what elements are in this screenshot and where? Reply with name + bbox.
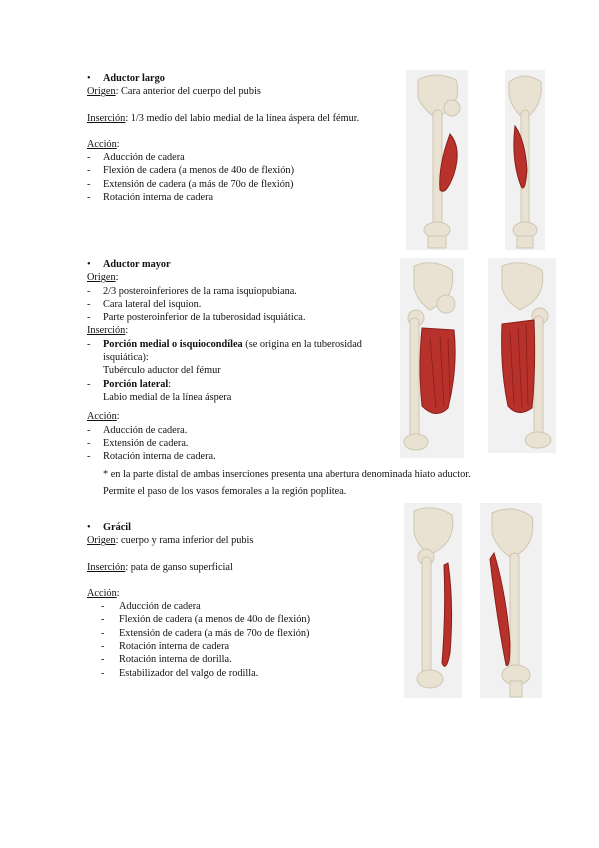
list-item: - Flexión de cadera (a menos de 40o de flexión) bbox=[87, 165, 294, 177]
heading-gracilis bbox=[87, 521, 407, 534]
origin-line bbox=[87, 534, 407, 547]
origin-label: Origen bbox=[87, 272, 116, 284]
action-line: Acción: bbox=[87, 411, 120, 423]
origin-label: Origen bbox=[87, 86, 116, 98]
insertion-line bbox=[87, 112, 407, 125]
action-list bbox=[87, 600, 407, 680]
list-item: - Parte posteroinferior de la tuberosidad isquiática. bbox=[87, 312, 306, 324]
bullet-icon: • bbox=[87, 73, 91, 84]
list-item: - Aducción de cadera bbox=[87, 152, 185, 164]
insertion-label: Inserción bbox=[87, 561, 126, 573]
bullet-icon: • bbox=[87, 522, 91, 533]
insertion-list-lateral bbox=[87, 378, 407, 391]
origin-line bbox=[87, 85, 407, 98]
section-title: Grácil bbox=[103, 522, 132, 533]
insertion-line bbox=[87, 561, 407, 574]
list-item: - Porción lateral: bbox=[87, 378, 172, 390]
list-item: - Aducción de cadera bbox=[101, 601, 201, 613]
action-line: Acción: bbox=[87, 587, 120, 599]
medial-detail: Tubérculo aductor del fémur bbox=[103, 365, 221, 377]
action-line: Acción: bbox=[87, 138, 120, 150]
list-item: - Rotación interna de cadera. bbox=[87, 451, 216, 463]
insertion-text: : 1/3 medio del labio medial de la línea áspera del fémur. bbox=[125, 112, 360, 124]
list-item: - Extensión de cadera (a más de 70o de flexión) bbox=[101, 627, 310, 639]
figure-adductor-magnus-posterior bbox=[488, 258, 556, 453]
heading-adductor-magnus bbox=[87, 258, 407, 271]
heading-adductor-longus bbox=[87, 72, 407, 85]
list-item: - Porción medial o isquiocondílea (se origina en la tuberosidad bbox=[87, 338, 362, 350]
list-item: - Estabilizador del valgo de rodilla. bbox=[101, 667, 259, 679]
figure-gracilis-medial bbox=[480, 503, 542, 698]
origin-line: Origen: bbox=[87, 272, 119, 284]
insertion-label: Inserción bbox=[87, 325, 126, 337]
section-gracilis bbox=[87, 521, 407, 680]
origin-text: : cuerpo y rama inferior del pubis bbox=[115, 535, 254, 547]
bullet-icon: • bbox=[87, 259, 91, 270]
insertion-label: Inserción bbox=[87, 112, 126, 124]
list-item: - Extensión de cadera (a más de 70o de flexión) bbox=[87, 178, 294, 190]
note-line: * en la parte distal de ambas inserciones presenta una abertura denominada hiato aductor. bbox=[103, 469, 471, 480]
insertion-text: : pata de ganso superficial bbox=[125, 561, 233, 573]
section-adductor-longus bbox=[87, 72, 407, 204]
list-item: - Extensión de cadera. bbox=[87, 437, 189, 449]
origin-list bbox=[87, 285, 407, 325]
origin-text: : Cara anterior del cuerpo del pubis bbox=[115, 86, 261, 98]
figure-adductor-magnus-anterior bbox=[400, 258, 464, 458]
origin-label: Origen bbox=[87, 535, 116, 547]
medial-portion-title: Porción medial o isquiocondílea bbox=[103, 338, 243, 350]
action-label: Acción bbox=[87, 138, 117, 150]
figure-adductor-longus-posterior bbox=[505, 70, 545, 250]
section-adductor-magnus bbox=[87, 258, 407, 463]
section-title: Aductor largo bbox=[103, 73, 165, 84]
figure-adductor-longus-anterior bbox=[406, 70, 468, 250]
action-label: Acción bbox=[87, 411, 117, 423]
lateral-detail: Labio medial de la línea áspera bbox=[103, 391, 232, 403]
list-item: - 2/3 posteroinferiores de la rama isquiopubiana. bbox=[87, 285, 297, 297]
list-item: - Rotación interna de cadera bbox=[101, 641, 230, 653]
action-list bbox=[87, 151, 407, 204]
note-line: Permite el paso de los vasos femorales a la región poplítea. bbox=[103, 486, 347, 498]
list-item: - Aducción de cadera. bbox=[87, 424, 188, 436]
insertion-list bbox=[87, 338, 407, 351]
list-item: - Rotación interna de cadera bbox=[87, 192, 214, 204]
action-label: Acción bbox=[87, 587, 117, 599]
action-list bbox=[87, 424, 407, 464]
list-item: - Flexión de cadera (a menos de 40o de flexión) bbox=[101, 614, 310, 626]
list-item: - Rotación interna de dorilla. bbox=[101, 654, 232, 666]
adductor-hiatus-note bbox=[103, 468, 543, 499]
figure-gracilis-anterior bbox=[404, 503, 462, 698]
list-item: - Cara lateral del isquion. bbox=[87, 298, 202, 310]
lateral-portion-title: Porción lateral bbox=[103, 378, 169, 390]
medial-note-continued: isquiática): bbox=[103, 352, 149, 364]
insertion-line: Inserción: bbox=[87, 325, 129, 337]
section-title: Aductor mayor bbox=[103, 259, 171, 270]
